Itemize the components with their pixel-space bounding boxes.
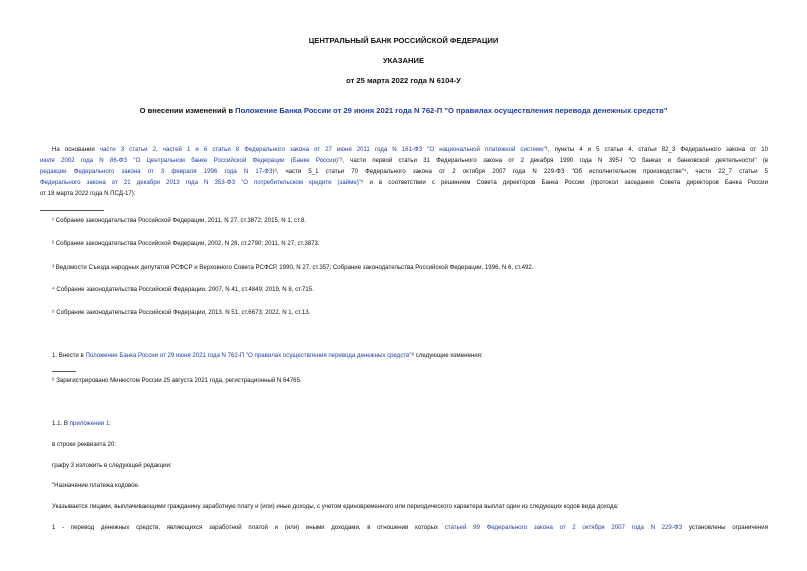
preamble-link-161fz[interactable]: части 3 статьи 2, частей 1 и 6 статьи 8 Федерального закона от 27 июня 2011 года N 161-ФЗ "О национальной платежной системе" bbox=[99, 146, 546, 153]
doc-date-number: от 25 марта 2022 года N 6104-У bbox=[346, 76, 461, 85]
doc-type: УКАЗАНИЕ bbox=[382, 56, 425, 65]
footnote-5: ⁵ Собрание законодательства Российской Федерации, 2013, N 51, ст.6673; 2022, N 1, ст.13. bbox=[52, 309, 311, 316]
preamble-line-1: На основании части 3 статьи 2, частей 1 и 6 статьи 8 Федерального закона от 27 июня 2011 года N 161-ФЗ "О национальной платежной системе"¹, пункты 4 и 5 статьи 4, статьи 82_3 Федерального закона от 10 bbox=[52, 146, 768, 153]
payment-purpose-line: "Назначение платежа кодовое. bbox=[52, 482, 140, 489]
footnote-4: ⁴ Собрание законодательства Российской Федерации, 2007, N 41, ст.4849; 2019, N 8, ст.715. bbox=[52, 286, 314, 293]
income-code-line: Указывается лицами, выплачивающими гражданину заработную плату и (или) иные доходы, с учетом единовременного или периодического характера выплат один из следующих кодов вида дохода: bbox=[52, 503, 619, 510]
footnote-2: ² Собрание законодательства Российской Федерации, 2002, N 28, ст.2790; 2011, N 27, ст.3873. bbox=[52, 240, 320, 247]
title-prefix: О внесении изменений в bbox=[139, 106, 236, 115]
code-1-line: 1 - перевод денежных средств, являющихся заработной платой и (или) иными доходами, в отношении которых статьей 99 Федерального закона от 2 октября 2007 года N 229-ФЗ установлены ограничения bbox=[52, 524, 768, 531]
column-3-line: графу 3 изложить в следующей редакции: bbox=[52, 462, 172, 469]
preamble-link-86fz[interactable]: июля 2002 года N 86-ФЗ "О Центральном банке Российской Федерации (Банке России)" bbox=[40, 157, 341, 164]
doc-title bbox=[0, 106, 807, 115]
article-99-link[interactable]: статьей 99 Федерального закона от 2 октября 2007 года N 229-ФЗ bbox=[444, 524, 683, 531]
footnote-divider bbox=[40, 210, 104, 211]
preamble-line-2: июля 2002 года N 86-ФЗ "О Центральном банке Российской Федерации (Банке России)"², части первой статьи 31 Федерального закона от 2 декабря 1990 года N 395-I "О банках и банковской деятельности" (в bbox=[40, 157, 769, 164]
preamble-line-3: редакции Федерального закона от 3 февраля 1996 года N 17-ФЗ)³, части 5_1 статьи 70 Федерального закона от 2 октября 2007 года N 229-ФЗ "Об исполнительном производстве"⁴, части 22_7 статьи 5 bbox=[40, 168, 769, 175]
org-name: ЦЕНТРАЛЬНЫЙ БАНК РОССИЙСКОЙ ФЕДЕРАЦИИ bbox=[308, 36, 499, 45]
preamble-line-5: от 18 марта 2022 года N ПСД-17): bbox=[40, 190, 136, 197]
footnote-3: ³ Ведомости Съезда народных депутатов РСФСР и Верховного Совета РСФСР, 1990, N 27, ст.357; Собрание законодательства Российской Федерации, 1996, N 6, ст.492. bbox=[52, 264, 534, 271]
requisite-line: в строке реквизита 20: bbox=[52, 441, 116, 448]
preamble-link-353fz[interactable]: Федерального закона от 21 декабря 2013 года N 353-ФЗ "О потребительском кредите (займе)" bbox=[40, 179, 361, 186]
item-1-1: 1.1. В приложении 1: bbox=[52, 420, 112, 427]
appendix-1-link[interactable]: приложении 1 bbox=[69, 420, 110, 427]
footnote-1: ¹ Собрание законодательства Российской Федерации, 2011, N 27, ст.3872; 2015, N 1, ст.8. bbox=[52, 217, 307, 224]
footnote-6: ⁶ Зарегистрировано Минюстом России 25 августа 2021 года, регистрационный N 64765. bbox=[52, 377, 302, 384]
title-link[interactable]: Положение Банка России от 29 июня 2021 года N 762-П "О правилах осуществления перевода денежных средств" bbox=[235, 106, 668, 115]
item-1: 1. Внести в Положение Банка России от 29 июня 2021 года N 762-П "О правилах осуществления перевода денежных средств"⁶ следующие изменения: bbox=[52, 352, 483, 359]
footnote-divider-2 bbox=[52, 371, 76, 372]
preamble-link-17fz[interactable]: редакции Федерального закона от 3 февраля 1996 года N 17-ФЗ) bbox=[40, 168, 275, 175]
item-1-link[interactable]: Положение Банка России от 29 июня 2021 года N 762-П "О правилах осуществления перевода денежных средств" bbox=[85, 352, 412, 359]
preamble-line-4: Федерального закона от 21 декабря 2013 года N 353-ФЗ "О потребительском кредите (займе)"⁵ и в соответствии с решением Совета директоров Банка России (протокол заседания Совета директоров Банка России bbox=[40, 179, 768, 186]
